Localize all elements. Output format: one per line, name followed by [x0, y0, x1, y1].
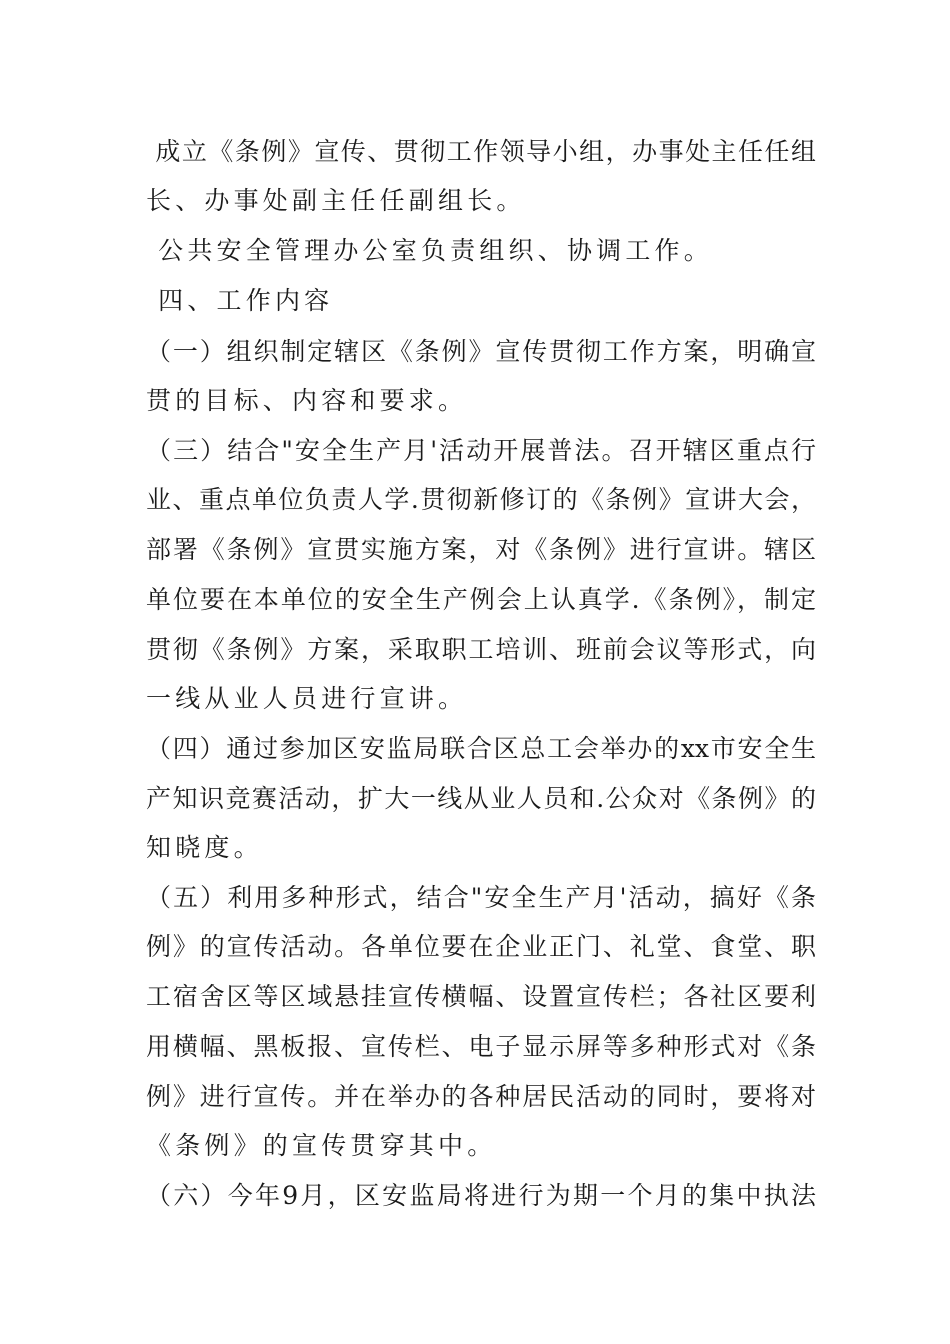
text-line: （六）今年9月，区安监局将进行为期一个月的集中执法 [146, 1181, 816, 1210]
text-line: 知晓度。 [146, 833, 263, 862]
text-line: 单位要在本单位的安全生产例会上认真学.《条例》，制定 [146, 585, 816, 614]
text-line: （三）结合"安全生产月'活动开展普法。召开辖区重点行 [146, 436, 816, 465]
text-line: （五）利用多种形式，结合"安全生产月'活动，搞好《条 [146, 883, 816, 912]
text-line: 例》的宣传活动。各单位要在企业正门、礼堂、食堂、职 [146, 932, 816, 961]
text-line: 长、办事处副主任任副组长。 [146, 186, 526, 215]
text-line: 业、重点单位负责人学.贯彻新修订的《条例》宣讲大会， [146, 485, 816, 514]
text-line: 产知识竞赛活动，扩大一线从业人员和.公众对《条例》的 [146, 784, 816, 813]
text-line: 贯的目标、内容和要求。 [146, 386, 468, 415]
text-line: 贯彻《条例》方案，采取职工培训、班前会议等形式，向 [146, 635, 816, 664]
text-line: （四）通过参加区安监局联合区总工会举办的xx市安全生 [146, 734, 816, 763]
text-line: 公共安全管理办公室负责组织、协调工作。 [146, 236, 713, 265]
text-line: 例》进行宣传。并在举办的各种居民活动的同时，要将对 [146, 1082, 816, 1111]
text-line: 《条例》的宣传贯穿其中。 [146, 1131, 497, 1160]
text-line: 成立《条例》宣传、贯彻工作领导小组，办事处主任任组 [146, 137, 816, 166]
text-line: （一）组织制定辖区《条例》宣传贯彻工作方案，明确宣 [146, 337, 816, 366]
section-heading: 四、工作内容 [146, 286, 334, 315]
text-line: 工宿舍区等区域悬挂宣传横幅、设置宣传栏；各社区要利 [146, 982, 816, 1011]
text-line: 部署《条例》宣贯实施方案，对《条例》进行宣讲。辖区 [146, 535, 816, 564]
text-line: 用横幅、黑板报、宣传栏、电子显示屏等多种形式对《条 [146, 1032, 816, 1061]
text-line: 一线从业人员进行宣讲。 [146, 684, 468, 713]
